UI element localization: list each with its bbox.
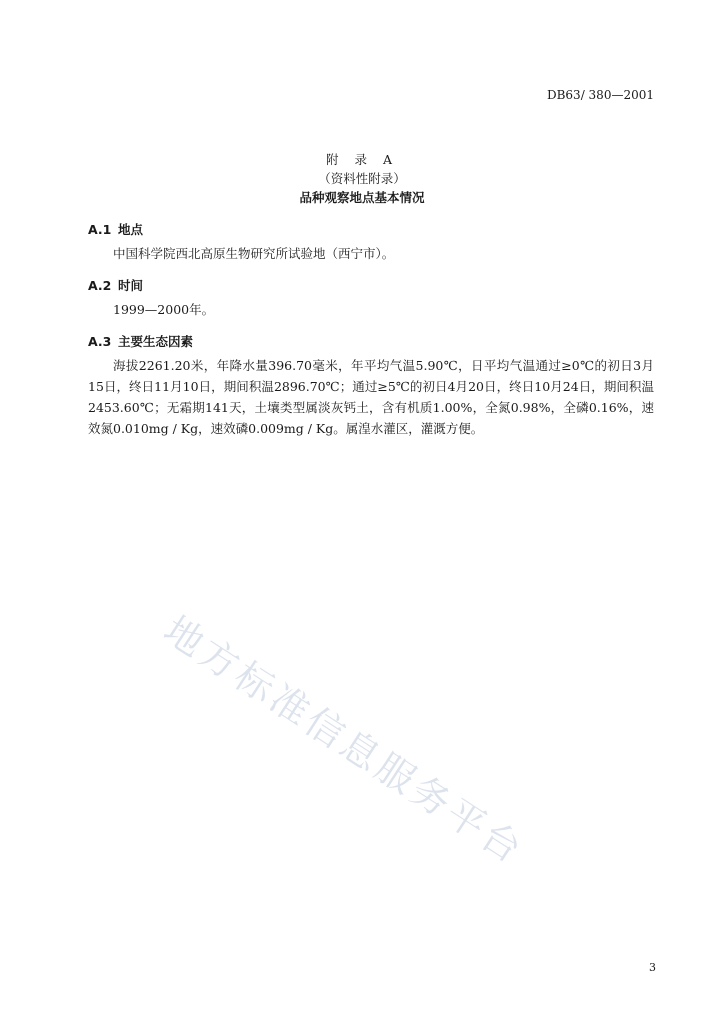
section-a1-heading xyxy=(88,220,143,238)
section-a2-heading xyxy=(88,276,143,294)
watermark: 地方标准信息服务平台 xyxy=(156,607,533,874)
section-number: A.2 xyxy=(88,278,112,293)
document-code: DB63/ 380—2001 xyxy=(546,88,654,102)
appendix-name: 品种观察地点基本情况 xyxy=(299,190,425,205)
page-number: 3 xyxy=(649,961,656,974)
section-title: 地点 xyxy=(118,222,144,237)
section-title: 时间 xyxy=(118,278,144,293)
section-number: A.3 xyxy=(88,334,112,349)
section-title: 主要生态因素 xyxy=(118,334,194,349)
appendix-title-block xyxy=(0,150,724,207)
section-number: A.1 xyxy=(88,222,112,237)
section-a3-body: 海拔2261.20米，年降水量396.70毫米，年平均气温5.90℃，日平均气温通过≥0℃的初日3月15日，终日11月10日，期间积温2896.70℃；通过≥5℃的初日4月20日，终日10月24日，期间积温2453.60℃；无霜期141天，土壤类型属淡灰钙土，含有机质1.00%，全氮0.98%，全磷0.16%，速效氮0.010mg / Kg，速效磷0.009mg / Kg。属湟水灌区，灌溉方便。 xyxy=(88,358,654,436)
section-a3-heading xyxy=(88,332,193,350)
section-a2-body: 1999—2000年。 xyxy=(113,302,215,317)
section-a1-body: 中国科学院西北高原生物研究所试验地（西宁市）。 xyxy=(113,246,395,261)
appendix-nature: （资料性附录） xyxy=(318,171,406,186)
appendix-label: 附 录 A xyxy=(326,152,398,167)
